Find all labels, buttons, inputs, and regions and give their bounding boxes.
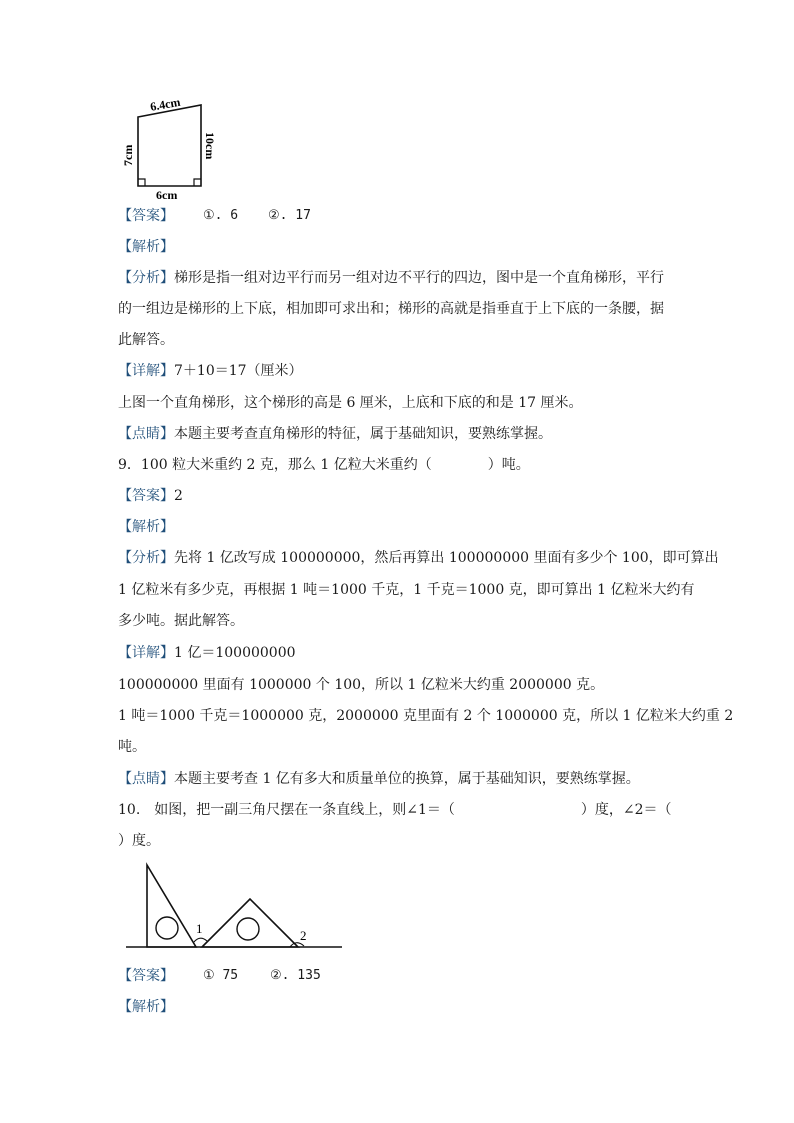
- angle-1-arc: [194, 938, 207, 942]
- q8-xiangjie-line1: 【详解】7＋10＝17（厘米）: [118, 363, 303, 379]
- q10-question-line1: 10. 如图，把一副三角尺摆在一条直线上，则∠1＝（ ）度，∠2＝（: [118, 802, 672, 818]
- trapezoid-figure: [110, 92, 230, 202]
- q8-fenxi-tag: 【分析】: [118, 270, 174, 286]
- q8-fenxi-line2: 的一组边是梯形的上下底，相加即可求出和；梯形的高就是指垂直于上下底的一条腰，据: [118, 301, 664, 317]
- q10-answer-tag: 【答案】: [118, 968, 174, 984]
- q9-dianjing-line: 【点睛】本题主要考查 1 亿有多大和质量单位的换算，属于基础知识，要熟练掌握。: [118, 771, 640, 787]
- trapezoid-bottom-label: 6cm: [156, 188, 178, 202]
- q8-analysis-tag: 【解析】: [118, 239, 174, 255]
- q8-answer-row: [118, 206, 174, 226]
- q9-dianjing-tag: 【点睛】: [118, 771, 174, 787]
- trapezoid-left-label: 7cm: [121, 144, 135, 166]
- trapezoid-shape: [138, 105, 201, 186]
- right-angle-mark-right: [194, 179, 201, 186]
- q9-answer-row: [118, 486, 183, 506]
- q10-answer-row: [118, 966, 174, 986]
- q8-fenxi-line1: 【分析】梯形是指一组对边平行而另一组对边不平行的四边，图中是一个直角梯形，平行: [118, 270, 664, 286]
- q10-analysis-tag: 【解析】: [118, 999, 174, 1015]
- trapezoid-right-label: 10cm: [203, 132, 217, 160]
- set-squares-figure: [120, 855, 350, 955]
- q9-xiangjie-line4: 吨。: [118, 739, 146, 755]
- q8-fenxi-line3: 此解答。: [118, 332, 174, 348]
- q8-xiangjie-tag: 【详解】: [118, 363, 174, 379]
- trapezoid-top-label: 6.4cm: [149, 94, 182, 114]
- q9-answer: 2: [174, 488, 183, 504]
- angle-1-label: 1: [196, 921, 203, 936]
- q8-xiangjie-line2: 上图一个直角梯形，这个梯形的高是 6 厘米，上底和下底的和是 17 厘米。: [118, 395, 583, 411]
- q9-xiangjie-line1: 【详解】1 亿＝100000000: [118, 645, 296, 661]
- q8-answer-2: ②. 17: [268, 208, 311, 223]
- q9-question: 9．100 粒大米重约 2 克，那么 1 亿粒大米重约（ ）吨。: [118, 457, 530, 473]
- q9-xiangjie-line3: 1 吨＝1000 千克＝1000000 克，2000000 克里面有 2 个 1000000 克，所以 1 亿粒米大约重 2: [118, 708, 734, 724]
- triangle-left-hole: [156, 917, 178, 939]
- triangle-right-hole: [237, 918, 259, 940]
- q10-answer-2: ②. 135: [270, 968, 321, 983]
- angle-2-label: 2: [300, 928, 307, 943]
- right-angle-mark-left: [138, 179, 145, 186]
- q9-fenxi-line1: 【分析】先将 1 亿改写成 100000000，然后再算出 100000000 里面有多少个 100，即可算出: [118, 550, 719, 566]
- triangle-30-60: [147, 865, 196, 947]
- q8-answer-1: ①. 6: [203, 208, 239, 223]
- q9-fenxi-tag: 【分析】: [118, 550, 174, 566]
- q8-dianjing-tag: 【点睛】: [118, 426, 174, 442]
- q10-answer-1: ① 75: [203, 968, 239, 983]
- q9-xiangjie-tag: 【详解】: [118, 645, 174, 661]
- q10-question-line2: ）度。: [118, 833, 160, 849]
- q9-xiangjie-line2: 100000000 里面有 1000000 个 100，所以 1 亿粒米大约重 2000000 克。: [118, 677, 605, 693]
- q9-analysis-tag: 【解析】: [118, 519, 174, 535]
- q9-answer-tag: 【答案】: [118, 488, 174, 504]
- q9-fenxi-line2: 1 亿粒米有多少克，再根据 1 吨＝1000 千克，1 千克＝1000 克，即可算出 1 亿粒米大约有: [118, 582, 695, 598]
- q8-answer-tag: 【答案】: [118, 208, 174, 224]
- q9-fenxi-line3: 多少吨。据此解答。: [118, 613, 244, 629]
- q8-dianjing-line: 【点睛】本题主要考查直角梯形的特征，属于基础知识，要熟练掌握。: [118, 426, 552, 442]
